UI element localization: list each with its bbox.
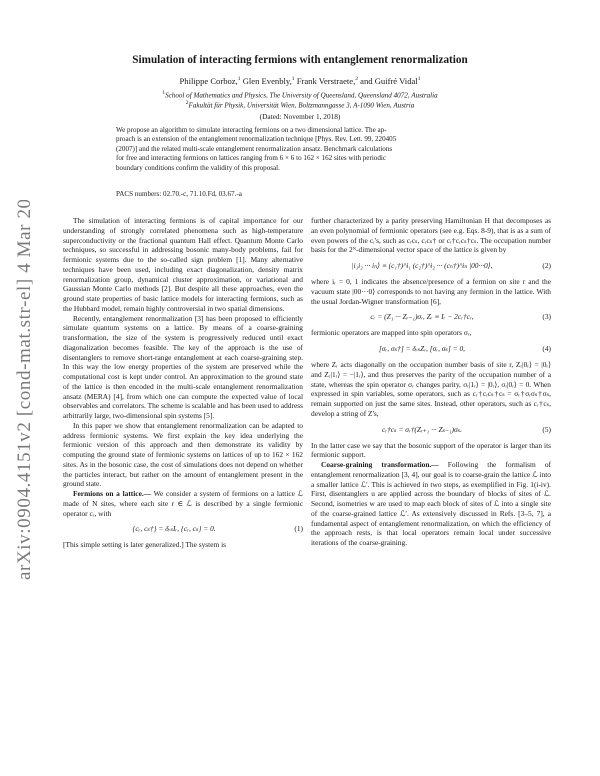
paragraph bbox=[63, 489, 303, 518]
equation-number: (4) bbox=[542, 344, 551, 354]
abstract-line: for free and interacting fermions on lattices ranging from 6 × 6 to 162 × 162 sites with periodic bbox=[116, 154, 387, 163]
equation-4 bbox=[311, 342, 551, 356]
author-affil-mark: 2 bbox=[355, 76, 358, 83]
abstract-line: proach is an extension of the entanglement renormalization technique [Phys. Rev. Lett. 99, 220405 bbox=[116, 135, 397, 144]
left-column bbox=[63, 216, 303, 550]
author-affil-mark: 1 bbox=[237, 76, 241, 83]
abstract bbox=[116, 126, 486, 173]
paragraph: [This simple setting is later generalized.] The system is bbox=[63, 540, 227, 550]
affil-number: 1 bbox=[162, 90, 166, 96]
paper-title: Simulation of interacting fermions with entanglement renormalization bbox=[132, 54, 468, 66]
equation-1 bbox=[63, 522, 303, 536]
author-affil-mark: 1 bbox=[417, 76, 421, 83]
author-name: Philippe Corboz, bbox=[179, 76, 238, 86]
affiliation-text: School of Mathematics and Physics, The University of Queensland, Queensland 4072, Australia bbox=[165, 91, 438, 100]
paragraph-text: Following the formalism of entanglement renormalization [3, 4], our goal is to coarse-grain the lattice ℒ into a smaller lattice ℒ′. This is achieved in two steps, as exemplified in Fig. 1(i-iv). First, disentanglers u are applied across the boundary of blocks of sites of ℒ. Second, isometries w are used to map each block of sites of ℒ into a single site of the coarse-grained lattice ℒ′. As extensively discussed in Refs. [3–5, 7], a fundamental aspect of entanglement renormalization, on which the efficiency of the approach rests, is that local operators remain local under successive iterations of the coarse-graining. bbox=[311, 460, 552, 547]
affil-number: 2 bbox=[185, 100, 189, 106]
paragraph: Recently, entanglement renormalization [3] has been proposed to efficiently simulate quantum systems on a lattice. By means of a coarse-graining transformation, the size of the system is progressively reduced until exact diagonalization becomes feasible. The key of the approach is the use of disentanglers to remove short-range entanglement at each coarse-graining step. In this way the low energy properties of the system are preserved while the computational cost is kept under control. An approximation to the ground state of the lattice is then encoded in the multi-scale entanglement renormalization ansatz (MERA) [4], from which one can compute the expected value of local observables and correlators. The scheme is scalable and has been used to address arbitrarily large, two-dimensional spin systems [5]. bbox=[63, 313, 303, 420]
paragraph: further characterized by a parity preserving Hamiltonian H that decomposes as an even polynomial of fermionic operators (see e.g. Eqs. 8-9), that is as a sum of even powers of the cᵣ's, such as cᵣcₛ, cᵣcₛ† or cᵣ†cᵣcₛ†cₛ. The occupation number basis for the 2ᴺ-dimensional vector space of the lattice is given by bbox=[311, 216, 551, 255]
equation-body: cᵣ†cₛ = σᵣ†(Zᵣ₊₁ ··· Zₛ₋₁)σₛ. bbox=[381, 424, 463, 434]
arxiv-stamp-text: arXiv:0904.4151v2 [cond-mat.str-el] 4 Mar 2010 bbox=[14, 200, 35, 580]
equation-number: (2) bbox=[542, 261, 551, 271]
paragraph bbox=[311, 460, 551, 548]
equation-2 bbox=[311, 259, 551, 273]
paragraph: The simulation of interacting fermions is of capital importance for our understanding of strongly correlated phenomena such as high-temperature superconductivity or the fractional quantum Hall effect. Quantum Monte Carlo techniques, so successful in addressing bosonic many-body problems, fail for fermionic systems due to the so-called sign problem [1]. Many alternative techniques have been used, including exact diagonalization, density matrix renormalization group, dynamical cluster approximation, or variational and Gaussian Monte Carlo methods [2]. But despite all these approaches, even the ground state properties of basic lattice models for interacting fermions, such as the Hubbard model, remain highly controversial in two spatial dimensions. bbox=[63, 216, 303, 313]
affiliation-1 bbox=[60, 90, 540, 99]
equation-3 bbox=[311, 310, 551, 324]
paragraph: In the latter case we say that the bosonic support of the operator is larger than its fermionic support. bbox=[311, 440, 551, 460]
author-name: Glen Evenbly, bbox=[242, 76, 292, 86]
equation-body: |i₁i₂ ··· iₙ⟩ ≡ (c₁†)^i₁ (c₂†)^i₂ ··· (cₙ†)^iₙ |00···0⟩, bbox=[351, 261, 493, 271]
abstract-line: We propose an algorithm to simulate interacting fermions on a two dimensional lattice. The ap- bbox=[116, 126, 387, 134]
pacs-numbers: PACS numbers: 02.70.-c, 71.10.Fd, 03.67.-a bbox=[116, 190, 242, 198]
author-name: Frank Verstraete, bbox=[296, 76, 356, 86]
equation-number: (3) bbox=[542, 312, 551, 322]
paragraph: where iᵣ = 0, 1 indicates the absence/presence of a fermion on site r and the vacuum state |00···0⟩ corresponds to not having any fermion in the lattice. With the usual Jordan-Wigner transformation [6], bbox=[311, 277, 551, 306]
abstract-line: (2007)] and the related multi-scale entanglement renormalization ansatz. Benchmark calculations bbox=[116, 144, 393, 153]
equation-number: (1) bbox=[294, 524, 303, 534]
arxiv-stamp bbox=[8, 200, 38, 580]
section-runhead: Coarse-graining transformation.— bbox=[321, 460, 439, 469]
author-name: and Guifré Vidal bbox=[360, 76, 418, 86]
author-affil-mark: 1 bbox=[291, 76, 295, 83]
affiliation-2 bbox=[60, 100, 540, 109]
equation-body: cᵣ = (Z₁ ··· Zᵣ₋₁)σᵣ, Zᵣ ≡ Iᵣ − 2cᵣ†cᵣ, bbox=[370, 312, 474, 322]
dated-line: (Dated: November 1, 2018) bbox=[259, 112, 341, 121]
equation-5 bbox=[311, 423, 551, 437]
affiliation-text: Fakultät für Physik, Universität Wien, Boltzmanngasse 3, A-1090 Wien, Austria bbox=[188, 101, 415, 110]
abstract-line: boundary conditions confirm the validity of this proposal. bbox=[116, 163, 280, 172]
paragraph-text: We consider a system of fermions on a lattice ℒ made of N sites, where each site r ∈ ℒ is described by a single fermionic operator cᵣ, with bbox=[63, 489, 303, 518]
paragraph: fermionic operators are mapped into spin operators σᵣ, bbox=[311, 328, 472, 338]
right-column bbox=[311, 216, 551, 548]
section-runhead: Fermions on a lattice.— bbox=[73, 489, 152, 498]
equation-number: (5) bbox=[542, 424, 551, 434]
equation-body: [σᵣ, σₛ†] = δᵣₛZᵣ, [σᵣ, σₛ] = 0, bbox=[378, 344, 466, 354]
paragraph: where Zᵣ acts diagonally on the occupation number basis of site r, Zᵣ|0ᵣ⟩ = |0ᵣ⟩ and Zᵣ|1ᵣ⟩ = −|1ᵣ⟩, and thus preserves the parity of the occupation number of a state, whereas the spin operator σᵣ changes parity, σᵣ|1ᵣ⟩ = |0ᵣ⟩, σᵣ|0ᵣ⟩ = 0. When expressed in spin variables, some operators, such as cᵣ†cᵣcₛ†cₛ = σᵣ†σᵣσₛ†σₛ, remain supported on just the same sites. Instead, other operators, such as cᵣ†cₛ, develop a string of Z's, bbox=[311, 360, 551, 418]
author-list bbox=[60, 76, 540, 86]
equation-body: {cᵣ, cₛ†} = δᵣₛIᵣ, {cᵣ, cₛ} = 0. bbox=[132, 524, 216, 534]
paragraph: In this paper we show that entanglement renormalization can be adapted to address fermionic systems. We first explain the key idea underlying the fermionic version of this approach and then demonstrate its validity by computing the ground state of fermionic systems on lattices of up to 162 × 162 sites. As in the bosonic case, the cost of simulations does not depend on whether the particles interact, but rather on the amount of entanglement present in the ground state. bbox=[63, 420, 303, 489]
